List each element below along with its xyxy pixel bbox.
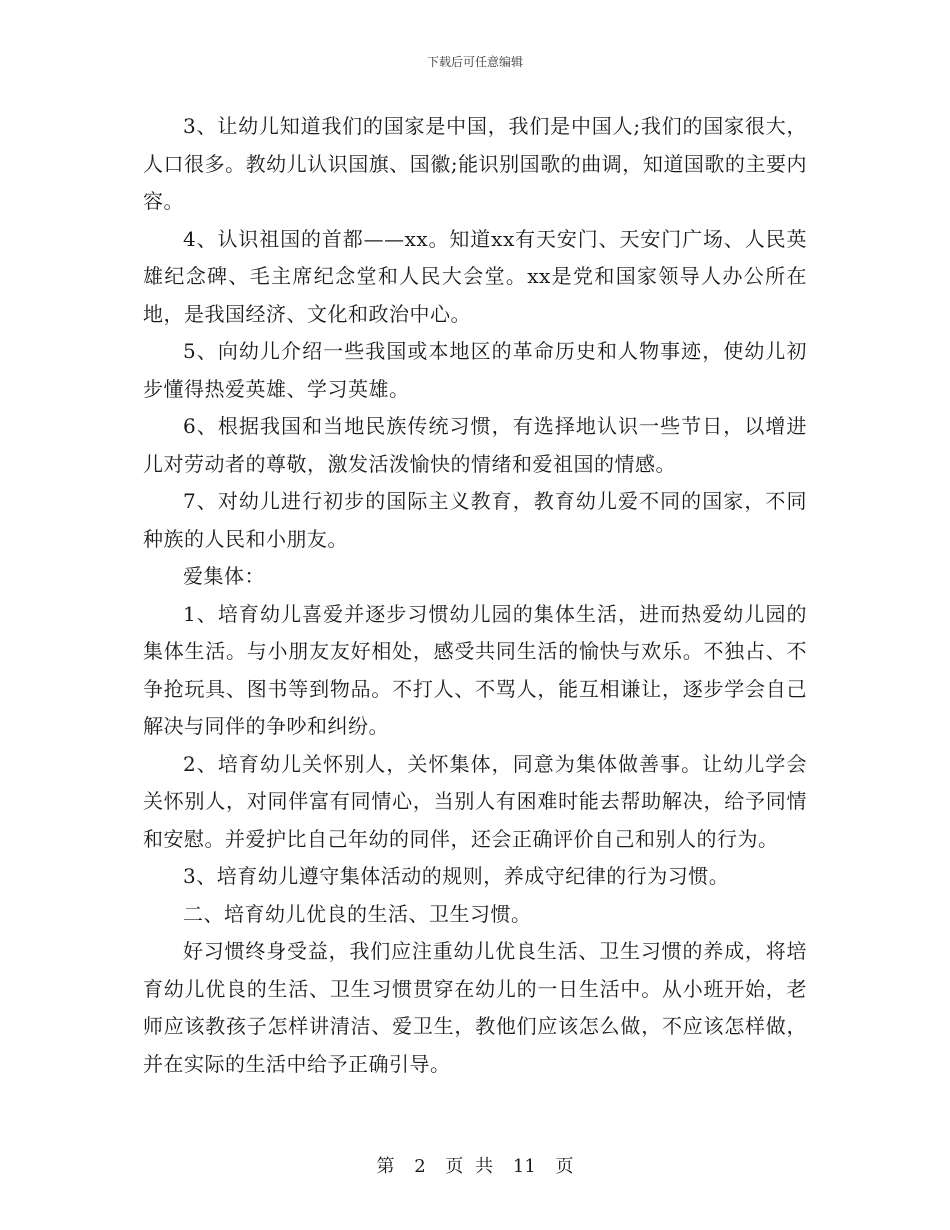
- paragraph: 7、对幼儿进行初步的国际主义教育，教育幼儿爱不同的国家，不同种族的人民和小朋友。: [143, 489, 807, 551]
- paragraph: 2、培育幼儿关怀别人，关怀集体，同意为集体做善事。让幼儿学会关怀别人，对同伴富有同情心，当别人有困难时能去帮助解决，给予同情和安慰。并爱护比自己年幼的同伴，还会正确评价自己和别人的行为。: [143, 751, 807, 851]
- footer-prefix: 第: [376, 1156, 395, 1177]
- document-body: [143, 108, 807, 1083]
- paragraph: 6、根据我国和当地民族传统习惯，有选择地认识一些节日，以增进儿对劳动者的尊敬，激发活泼愉快的情绪和爱祖国的情感。: [143, 414, 807, 476]
- paragraph: 1、培育幼儿喜爱并逐步习惯幼儿园的集体生活，进而热爱幼儿园的集体生活。与小朋友友好相处，感受共同生活的愉快与欢乐。不独占、不争抢玩具、图书等到物品。不打人、不骂人，能互相谦让，逐步学会自己解决与同伴的争吵和纠纷。: [143, 601, 807, 738]
- section-heading: 爱集体：: [183, 564, 265, 588]
- footer-suffix: 页: [555, 1156, 574, 1177]
- paragraph: 3、让幼儿知道我们的国家是中国，我们是中国人;我们的国家很大，人口很多。教幼儿认识国旗、国徽;能识别国歌的曲调，知道国歌的主要内容。: [143, 114, 807, 213]
- paragraph: 5、向幼儿介绍一些我国或本地区的革命历史和人物事迹，使幼儿初步懂得热爱英雄、学习英雄。: [143, 339, 807, 401]
- footer-mid: 页 共: [445, 1156, 494, 1177]
- page-footer: [0, 1152, 950, 1178]
- section-heading: 二、培育幼儿优良的生活、卫生习惯。: [183, 901, 532, 926]
- paragraph: 好习惯终身受益，我们应注重幼儿优良生活、卫生习惯的养成，将培育幼儿优良的生活、卫生习惯贯穿在幼儿的一日生活中。从小班开始，老师应该教孩子怎样讲清洁、爱卫生，教他们应该怎么做，不应该怎样做，并在实际的生活中给予正确引导。: [143, 939, 807, 1076]
- paragraph: 3、培育幼儿遵守集体活动的规则，养成守纪律的行为习惯。: [183, 864, 730, 888]
- page-header-note: 下载后可任意编辑: [426, 55, 523, 69]
- paragraph: 4、认识祖国的首都——xx。知道xx有天安门、天安门广场、人民英雄纪念碑、毛主席纪念堂和人民大会堂。xx是党和国家领导人办公所在地，是我国经济、文化和政治中心。: [143, 226, 807, 326]
- total-pages: 11: [512, 1156, 536, 1177]
- page-number: 2: [414, 1156, 426, 1177]
